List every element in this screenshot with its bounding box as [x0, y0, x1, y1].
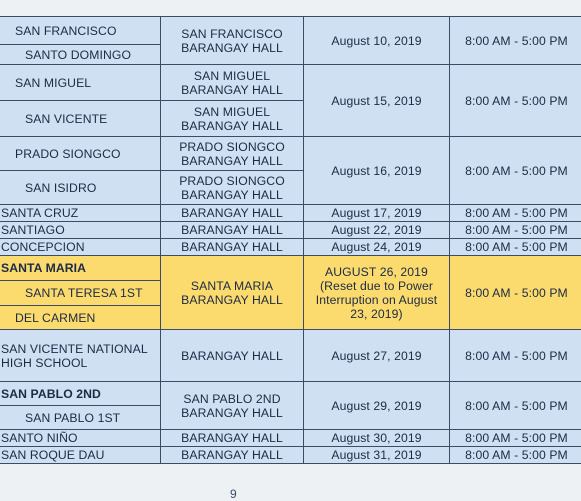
barangay-cell: PRADO SIONGCO	[0, 137, 161, 171]
table-row-highlighted	[0, 256, 581, 281]
time-cell: 8:00 AM - 5:00 PM	[450, 137, 581, 205]
barangay-cell: SANTO DOMINGO	[0, 45, 161, 65]
venue-cell: SANTA MARIA BARANGAY HALL	[161, 256, 304, 330]
barangay-cell: SANTA MARIA	[0, 256, 161, 281]
time-cell: 8:00 AM - 5:00 PM	[450, 65, 581, 137]
venue-cell: BARANGAY HALL	[161, 239, 304, 256]
time-cell: 8:00 AM - 5:00 PM	[450, 430, 581, 447]
date-note: (Reset due to Power Interruption on August 23, 2019)	[306, 279, 447, 321]
date-cell: August 27, 2019	[304, 330, 450, 382]
page-mark: 9	[230, 487, 237, 501]
barangay-cell: SAN VICENTE NATIONAL HIGH SCHOOL	[0, 330, 161, 382]
date-cell: August 29, 2019	[304, 382, 450, 430]
time-cell: 8:00 AM - 5:00 PM	[450, 222, 581, 239]
table-row	[0, 239, 581, 256]
date-cell: August 15, 2019	[304, 65, 450, 137]
page-top-edge	[0, 0, 581, 16]
barangay-cell: DEL CARMEN	[0, 306, 161, 330]
barangay-cell: SAN VICENTE	[0, 101, 161, 137]
venue-cell: BARANGAY HALL	[161, 222, 304, 239]
time-cell: 8:00 AM - 5:00 PM	[450, 382, 581, 430]
venue-cell: PRADO SIONGCO BARANGAY HALL	[161, 171, 304, 205]
date-cell: August 10, 2019	[304, 17, 450, 65]
table-row	[0, 330, 581, 382]
date-cell: August 22, 2019	[304, 222, 450, 239]
venue-cell: SAN MIGUEL BARANGAY HALL	[161, 101, 304, 137]
time-cell: 8:00 AM - 5:00 PM	[450, 239, 581, 256]
date-cell: August 16, 2019	[304, 137, 450, 205]
time-cell: 8:00 AM - 5:00 PM	[450, 205, 581, 222]
date-cell: August 24, 2019	[304, 239, 450, 256]
barangay-cell: SANTA CRUZ	[0, 205, 161, 222]
venue-cell: BARANGAY HALL	[161, 430, 304, 447]
time-cell: 8:00 AM - 5:00 PM	[450, 330, 581, 382]
venue-cell: SAN PABLO 2ND BARANGAY HALL	[161, 382, 304, 430]
date-cell: August 31, 2019	[304, 447, 450, 464]
date-cell	[304, 256, 450, 330]
barangay-cell: SAN ROQUE DAU	[0, 447, 161, 464]
venue-cell: SAN MIGUEL BARANGAY HALL	[161, 65, 304, 101]
date-cell: August 17, 2019	[304, 205, 450, 222]
date-cell: August 30, 2019	[304, 430, 450, 447]
table-row	[0, 222, 581, 239]
table-row	[0, 17, 581, 45]
time-cell: 8:00 AM - 5:00 PM	[450, 17, 581, 65]
venue-cell: BARANGAY HALL	[161, 447, 304, 464]
schedule-table	[0, 16, 581, 464]
barangay-cell: CONCEPCION	[0, 239, 161, 256]
table-row	[0, 205, 581, 222]
table-row	[0, 430, 581, 447]
barangay-cell: SAN FRANCISCO	[0, 17, 161, 45]
barangay-cell: SAN MIGUEL	[0, 65, 161, 101]
barangay-cell: SAN PABLO 2ND	[0, 382, 161, 406]
time-cell: 8:00 AM - 5:00 PM	[450, 447, 581, 464]
date-text: AUGUST 26, 2019	[306, 265, 447, 279]
barangay-cell: SANTIAGO	[0, 222, 161, 239]
table-row	[0, 65, 581, 101]
barangay-cell: SAN ISIDRO	[0, 171, 161, 205]
table-row	[0, 447, 581, 464]
table-row	[0, 382, 581, 406]
table-row	[0, 137, 581, 171]
barangay-cell: SANTA TERESA 1ST	[0, 281, 161, 306]
venue-cell: SAN FRANCISCO BARANGAY HALL	[161, 17, 304, 65]
venue-cell: BARANGAY HALL	[161, 205, 304, 222]
barangay-cell: SAN PABLO 1ST	[0, 406, 161, 430]
venue-cell: PRADO SIONGCO BARANGAY HALL	[161, 137, 304, 171]
venue-cell: BARANGAY HALL	[161, 330, 304, 382]
time-cell: 8:00 AM - 5:00 PM	[450, 256, 581, 330]
barangay-cell: SANTO NIÑO	[0, 430, 161, 447]
